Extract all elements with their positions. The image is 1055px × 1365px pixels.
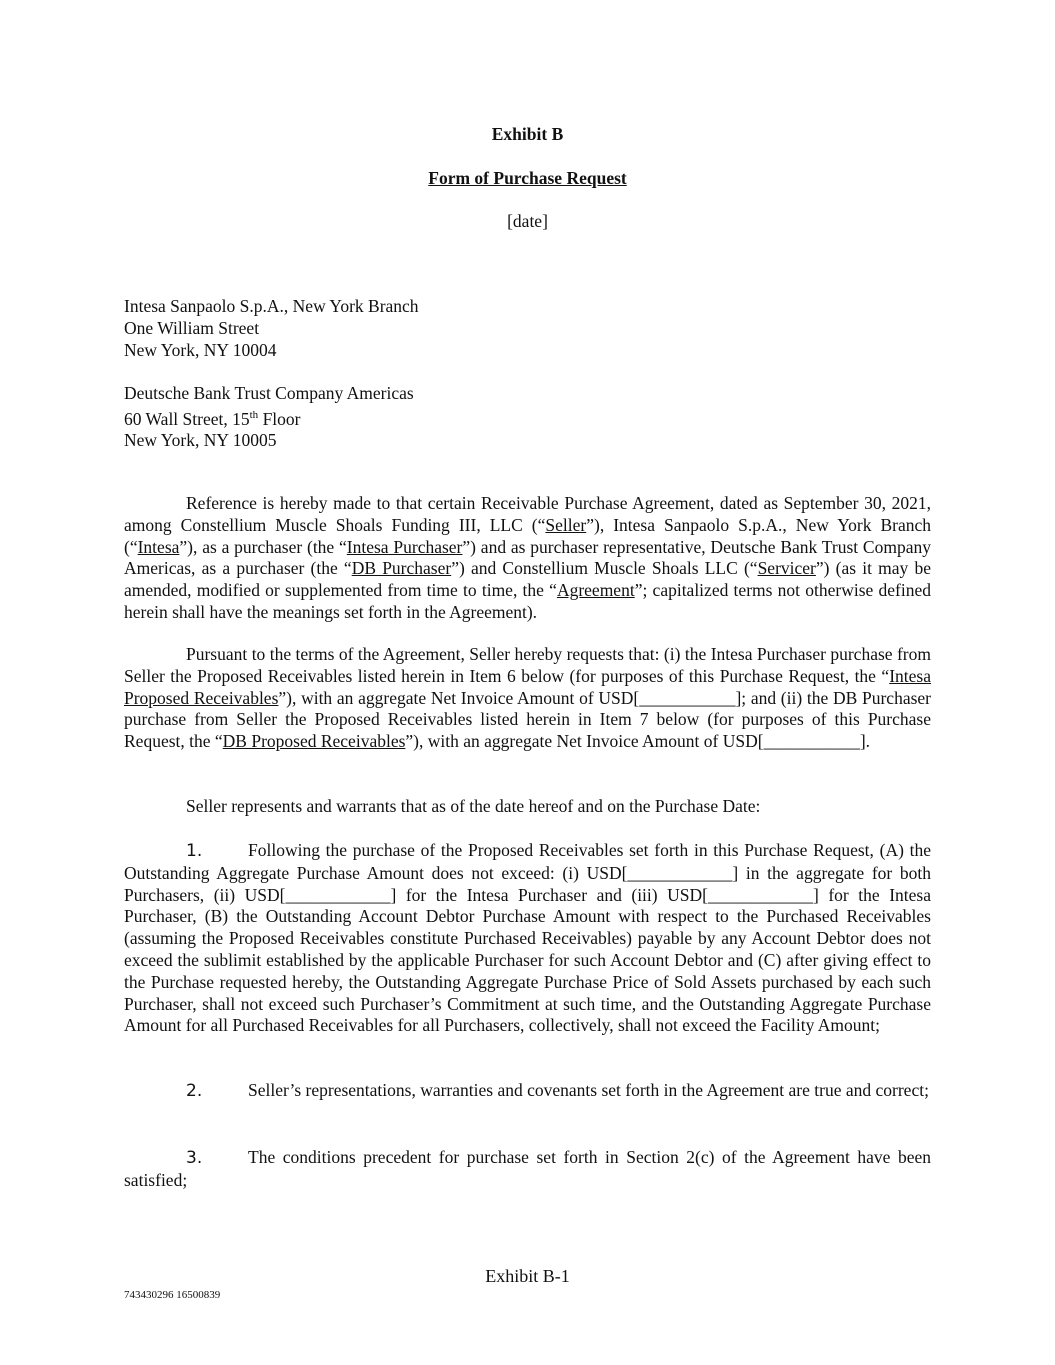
addressee-intesa <box>124 296 931 361</box>
defined-term-agreement: Agreement <box>556 580 635 601</box>
item-text: Following the purchase of the Proposed Receivables set forth in this Purchase Request, (A) the Outstanding Aggregate Purchase Amount does not exceed: (i) USD[____________] in the aggregate for both Purchasers, (ii) USD[____________] for the Intesa Purchaser and (iii) USD[____________] for the Intesa Purchaser, (B) the Outstanding Account Debtor Purchase Amount with respect to the Purchased Receivables (assuming the Proposed Receivables constitute Purchased Receivables) payable by any Account Debtor does not exceed the sublimit established by the applicable Purchaser for such Account Debtor and (C) after giving effect to the Purchase requested hereby, the Outstanding Aggregate Purchase Price of Sold Assets purchased by each such Purchaser, shall not exceed such Purchaser’s Commitment at such time, and the Outstanding Aggregate Purchase Amount for all Purchased Receivables for all Purchasers, collectively, shall not exceed the Facility Amount; <box>124 840 931 1036</box>
defined-term-intesa-purchaser: Intesa Purchaser <box>346 536 463 557</box>
item-text: The conditions precedent for purchase set forth in Section 2(c) of the Agreement have been satisfied; <box>124 1147 931 1190</box>
address-line: New York, NY 10005 <box>124 430 277 451</box>
defined-term-intesa: Intesa <box>137 536 180 557</box>
defined-term-seller: Seller <box>545 514 587 535</box>
represents-paragraph: Seller represents and warrants that as of the date hereof and on the Purchase Date: <box>186 796 761 816</box>
item-number: 3. <box>186 1148 203 1168</box>
address-line: One William Street <box>124 317 260 338</box>
numbered-item-1 <box>124 840 931 1037</box>
item-number: 1. <box>186 841 203 861</box>
address-line: Deutsche Bank Trust Company Americas <box>124 383 414 403</box>
address-line: New York, NY 10004 <box>124 339 277 360</box>
page-footer-label: Exhibit B-1 <box>485 1266 570 1286</box>
numbered-item-2 <box>124 1080 931 1103</box>
address-line: Intesa Sanpaolo S.p.A., New York Branch <box>124 296 419 316</box>
exhibit-heading: Exhibit B <box>491 124 564 144</box>
address-line: 60 Wall Street, 15th Floor <box>124 408 301 429</box>
item-number: 2. <box>186 1081 203 1101</box>
defined-term-intesa-proposed-receivables: Intesa Proposed Receivables <box>124 665 931 708</box>
date-placeholder: [date] <box>507 211 548 231</box>
defined-term-db-purchaser: DB Purchaser <box>351 558 452 579</box>
reference-paragraph: Reference is hereby made to that certain Receivable Purchase Agreement, dated as September 30, 2021, among Constellium Muscle Shoals Funding III, LLC (“Seller”), Intesa Sanpaolo S.p.A., New York Branch (“Intesa”), as a purchaser (the “Intesa Purchaser”) and as purchaser representative, Deutsche Bank Trust Company Americas, as a purchaser (the “DB Purchaser”) and Constellium Muscle Shoals LLC (“Servicer”) (as it may be amended, modified or supplemented from time to time, the “Agreement”; capitalized terms not otherwise defined herein shall have the meanings set forth in the Agreement). <box>124 493 932 622</box>
item-text: Seller’s representations, warranties and covenants set forth in the Agreement are true and correct; <box>248 1080 929 1100</box>
numbered-item-3 <box>124 1147 931 1192</box>
document-id: 743430296 16500839 <box>124 1289 221 1301</box>
addressee-deutsche-bank <box>124 383 931 452</box>
defined-term-servicer: Servicer <box>757 558 816 579</box>
form-title: Form of Purchase Request <box>428 168 627 188</box>
pursuant-paragraph: Pursuant to the terms of the Agreement, Seller hereby requests that: (i) the Intesa Purchaser purchase from Seller the Proposed Receivables listed herein in Item 6 below (for purposes of this Purchase Request, the “Intesa Proposed Receivables”), with an aggregate Net Invoice Amount of USD[___________]; and (ii) the DB Purchaser purchase from Seller the Proposed Receivables listed herein in Item 7 below (for purposes of this Purchase Request, the “DB Proposed Receivables”), with an aggregate Net Invoice Amount of USD[___________]. <box>124 644 931 752</box>
defined-term-db-proposed-receivables: DB Proposed Receivables <box>222 731 406 752</box>
